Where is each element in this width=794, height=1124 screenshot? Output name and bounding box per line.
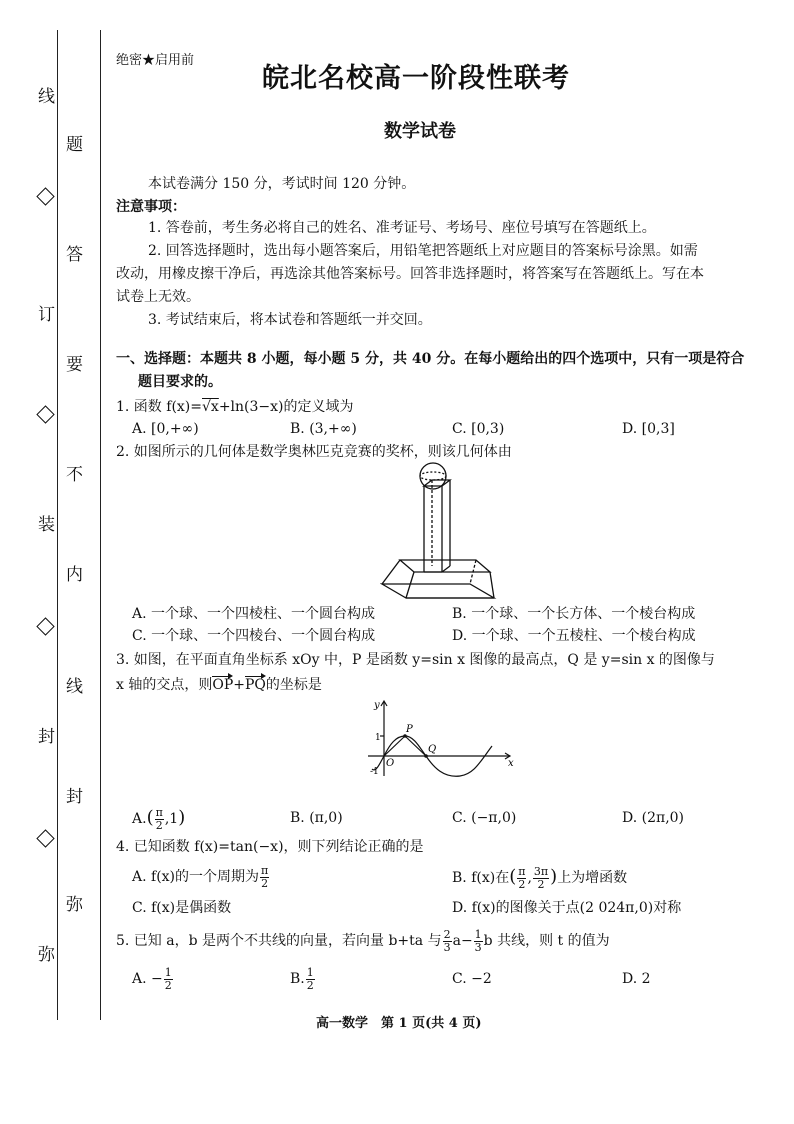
option-d: D. (2π,0) (622, 810, 685, 826)
margin-line-inner (100, 30, 101, 1020)
notice-item: 3. 考试结束后，将本试卷和答题纸一并交回。 (148, 312, 432, 328)
page-footer: 高一数学 第 1 页(共 4 页) (316, 1016, 482, 1031)
margin-char: 封 (66, 787, 83, 807)
margin-char: 线 (66, 677, 83, 697)
trophy-figure (380, 460, 500, 605)
denominator: 2 (155, 818, 163, 832)
fraction (260, 865, 269, 890)
option-a-rest: ,1 (164, 811, 179, 827)
q3-plus: + (233, 677, 245, 693)
page-subtitle: 数学试卷 (384, 121, 456, 142)
page-title: 皖北名校高一阶段性联考 (262, 63, 570, 94)
axis-y-label: y (374, 700, 380, 711)
q1-stem-part: 1. 函数 f(x)= (116, 399, 202, 415)
option-a-prefix: A. f(x)的一个周期为 (132, 869, 260, 885)
option-c: C. −2 (452, 971, 492, 987)
point-q-label: Q (428, 744, 437, 755)
notice-item: 改动，用橡皮擦干净后，再选涂其他答案标号。回答非选择题时，将答案写在答题纸上。写在本 (116, 266, 704, 282)
margin-char: 线 (38, 87, 55, 107)
option-a-prefix: A. − (132, 971, 163, 987)
margin-char: 要 (66, 355, 83, 375)
vector-pq: PQ (245, 677, 266, 693)
denominator: 2 (306, 978, 314, 992)
option-b-prefix: B. f(x)在 (452, 870, 510, 886)
option-b: B. f(x)在( $\frac{\pi}{2}$ , $\frac{3\pi}{2}$ )上为增函数 (452, 864, 628, 891)
denominator: 2 (261, 876, 269, 890)
diamond-icon (36, 405, 54, 423)
denominator: 3 (443, 940, 451, 954)
denominator: 2 (164, 978, 172, 992)
option-b (290, 964, 316, 994)
margin-char: 装 (38, 515, 55, 535)
question-5-stem (116, 926, 610, 956)
numerator: 1 (164, 965, 172, 979)
margin-char: 答 (66, 245, 83, 265)
q5-stem-part: a− (452, 933, 473, 949)
option-a (132, 862, 270, 892)
margin-char: 订 (38, 305, 55, 325)
question-1-stem (116, 398, 354, 416)
option-d: D. [0,3] (622, 421, 675, 437)
margin-char: 内 (66, 565, 83, 585)
q5-stem-part: 5. 已知 a，b 是两个不共线的向量，若向量 b+ta 与 (116, 933, 442, 949)
axis-x-label: x (508, 758, 514, 769)
numerator: π (155, 805, 163, 819)
option-c: C. [0,3) (452, 421, 505, 437)
option-a-prefix: A. (132, 811, 147, 827)
numerator: 3π (533, 864, 549, 878)
section-heading: 题目要求的。 (138, 374, 222, 390)
fraction (306, 967, 315, 992)
option-a: A. 一个球、一个四棱柱、一个圆台构成 (132, 606, 376, 622)
denominator: 2 (537, 877, 545, 891)
numerator: 1 (474, 927, 482, 941)
tick-neg-one: -1 (370, 767, 379, 777)
origin-label: O (386, 758, 395, 769)
fraction (155, 807, 164, 832)
denominator: 3 (474, 940, 482, 954)
confidential-mark: 绝密★启用前 (116, 53, 195, 68)
option-a (132, 964, 174, 994)
option-b-rest: 上为增函数 (557, 870, 628, 886)
section-heading: 一、选择题：本题共 8 小题，每小题 5 分，共 40 分。在每小题给出的四个选项中，只有一项是符合 (116, 351, 745, 367)
option-c: C. (−π,0) (452, 810, 517, 826)
option-b: B. 一个球、一个长方体、一个棱台构成 (452, 606, 696, 622)
diamond-icon (36, 617, 54, 635)
fraction (517, 866, 526, 891)
margin-char: 弥 (38, 945, 55, 965)
fraction (443, 929, 452, 954)
margin-line-outer (57, 30, 58, 1020)
point-p-label: P (406, 724, 413, 735)
margin-char: 题 (66, 135, 83, 155)
numerator: π (518, 864, 526, 878)
q3-stem-part: x 轴的交点，则 (116, 677, 213, 693)
option-a: A. [0,+∞) (132, 421, 199, 437)
option-b-prefix: B. (290, 971, 305, 987)
q1-stem-part: +ln(3−x)的定义域为 (218, 399, 354, 415)
option-c: C. 一个球、一个四棱台、一个圆台构成 (132, 628, 376, 644)
margin-char: 弥 (66, 895, 83, 915)
q5-stem-part: b 共线，则 t 的值为 (483, 933, 610, 949)
option-d: D. 一个球、一个五棱柱、一个棱台构成 (452, 628, 696, 644)
option-d: D. 2 (622, 971, 651, 987)
notice-item: 2. 回答选择题时，选出每小题答案后，用铅笔把答题纸上对应题目的答案标号涂黑。如需 (148, 243, 698, 259)
notice-item: 1. 答卷前，考生务必将自己的姓名、准考证号、考场号、座位号填写在答题纸上。 (148, 220, 656, 236)
vector-op: OP (212, 677, 234, 693)
option-b: B. (3,+∞) (290, 421, 357, 437)
notice-heading: 注意事项： (116, 199, 186, 215)
tick-one: 1 (375, 733, 381, 743)
fraction (164, 967, 173, 992)
margin-char: 封 (38, 727, 55, 747)
option-d: D. f(x)的图像关于点(2 024π,0)对称 (452, 900, 682, 916)
numerator: 1 (306, 965, 314, 979)
diamond-icon (36, 187, 54, 205)
q1-sqrt: √x (202, 399, 219, 415)
exam-intro: 本试卷满分 150 分，考试时间 120 分钟。 (148, 176, 416, 192)
q3-stem-part: 的坐标是 (265, 677, 322, 693)
question-4-stem: 4. 已知函数 f(x)=tan(−x)，则下列结论正确的是 (116, 839, 424, 855)
diamond-icon (36, 829, 54, 847)
option-c: C. f(x)是偶函数 (132, 900, 232, 916)
option-a: A.( $\frac{\pi}{2}$ ,1) (132, 805, 186, 832)
question-3-stem (116, 676, 322, 694)
sine-graph (362, 696, 522, 780)
fraction (533, 866, 549, 891)
notice-item: 试卷上无效。 (116, 289, 200, 305)
fraction (474, 929, 483, 954)
option-b: B. (π,0) (290, 810, 343, 826)
numerator: π (261, 863, 269, 877)
denominator: 2 (518, 877, 526, 891)
question-2-stem: 2. 如图所示的几何体是数学奥林匹克竞赛的奖杯，则该几何体由 (116, 444, 512, 460)
question-3-stem: 3. 如图，在平面直角坐标系 xOy 中，P 是函数 y=sin x 图像的最高点，Q 是 y=sin x 的图像与 (116, 652, 715, 668)
margin-char: 不 (66, 465, 83, 485)
numerator: 2 (443, 927, 451, 941)
